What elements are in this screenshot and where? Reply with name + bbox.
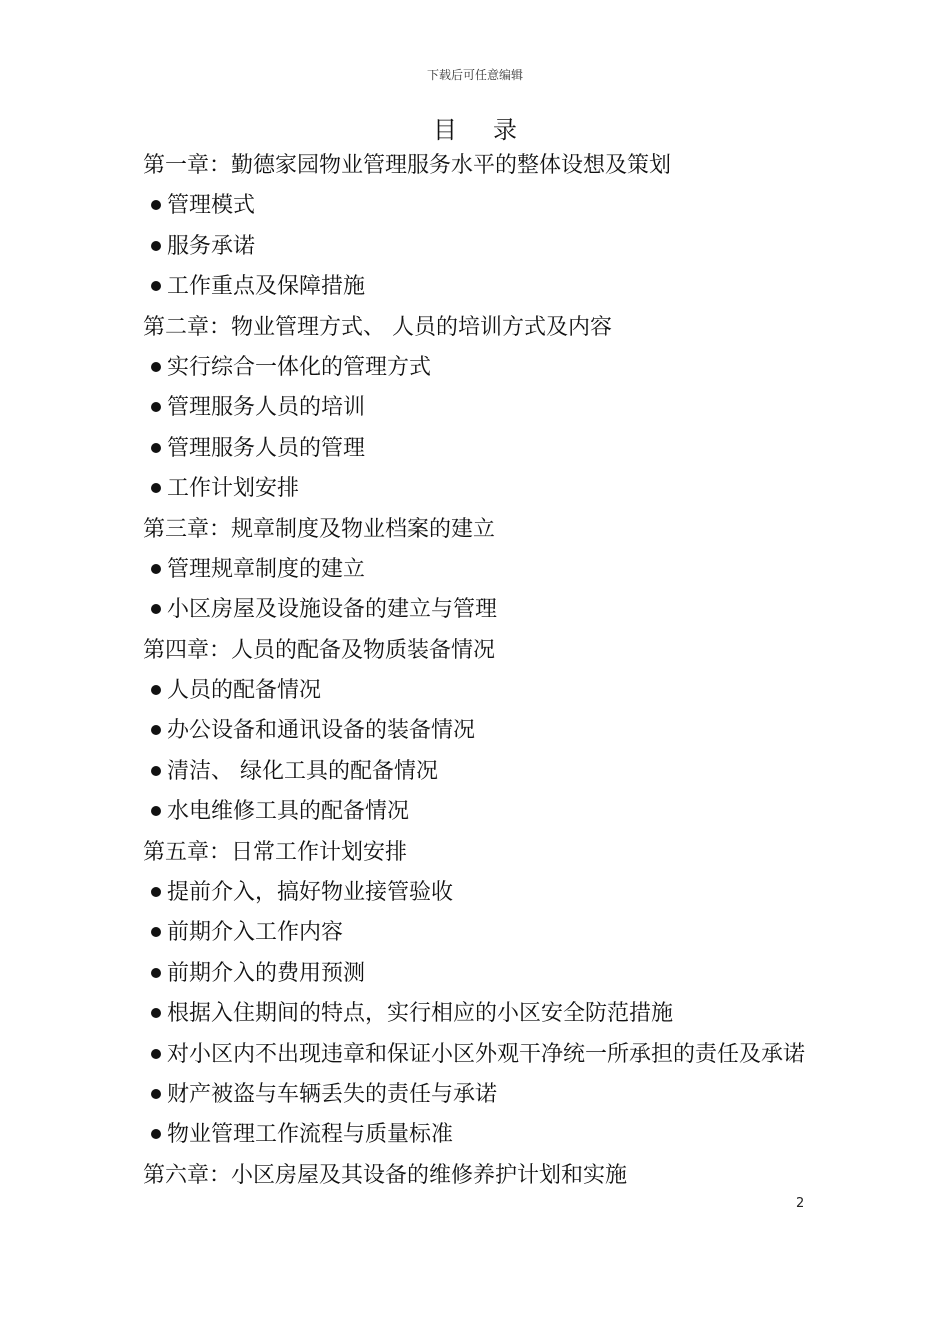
bullet-icon bbox=[151, 1089, 161, 1099]
toc-chapter-text: 第二章：物业管理方式、 人员的培训方式及内容 bbox=[143, 314, 612, 340]
page-title: 目录 bbox=[433, 116, 553, 144]
bullet-icon bbox=[151, 1129, 161, 1139]
bullet-icon bbox=[151, 564, 161, 574]
toc-item bbox=[143, 388, 843, 428]
bullet-icon bbox=[151, 1049, 161, 1059]
toc-item bbox=[143, 267, 843, 307]
toc-chapter-text: 第四章：人员的配备及物质装备情况 bbox=[143, 637, 496, 663]
table-of-contents bbox=[143, 146, 843, 1196]
toc-item-text: 财产被盗与车辆丢失的责任与承诺 bbox=[167, 1081, 498, 1107]
header-note: 下载后可任意编辑 bbox=[426, 68, 523, 82]
toc-item bbox=[143, 1035, 843, 1075]
toc-item bbox=[143, 913, 843, 953]
toc-item bbox=[143, 994, 843, 1034]
toc-item-text: 管理服务人员的培训 bbox=[167, 395, 366, 421]
toc-item bbox=[143, 227, 843, 267]
toc-item bbox=[143, 1115, 843, 1155]
toc-item bbox=[143, 429, 843, 469]
bullet-icon bbox=[151, 443, 161, 453]
toc-item bbox=[143, 348, 843, 388]
toc-chapter bbox=[143, 146, 843, 186]
bullet-icon bbox=[151, 200, 161, 210]
toc-item bbox=[143, 792, 843, 832]
toc-item-text: 小区房屋及设施设备的建立与管理 bbox=[167, 597, 498, 623]
toc-item-text: 物业管理工作流程与质量标准 bbox=[167, 1122, 454, 1148]
toc-item-text: 水电维修工具的配备情况 bbox=[167, 799, 410, 825]
toc-chapter bbox=[143, 1156, 843, 1196]
toc-item-text: 提前介入，搞好物业接管验收 bbox=[167, 880, 454, 906]
toc-item-text: 对小区内不出现违章和保证小区外观干净统一所承担的责任及承诺 bbox=[167, 1041, 806, 1067]
toc-chapter-text: 第一章：勤德家园物业管理服务水平的整体设想及策划 bbox=[143, 153, 672, 178]
toc-item-text: 前期介入工作内容 bbox=[167, 920, 344, 946]
bullet-icon bbox=[151, 604, 161, 614]
bullet-icon bbox=[151, 1008, 161, 1018]
toc-item-text: 实行综合一体化的管理方式 bbox=[167, 354, 432, 380]
toc-item-text: 工作计划安排 bbox=[167, 476, 300, 502]
toc-item-text: 人员的配备情况 bbox=[167, 678, 322, 704]
toc-item-text: 管理规章制度的建立 bbox=[167, 556, 366, 582]
bullet-icon bbox=[151, 927, 161, 937]
toc-item bbox=[143, 954, 843, 994]
bullet-icon bbox=[151, 685, 161, 695]
bullet-icon bbox=[151, 241, 161, 251]
toc-item bbox=[143, 590, 843, 630]
toc-item bbox=[143, 671, 843, 711]
toc-item-text: 清洁、 绿化工具的配备情况 bbox=[167, 758, 438, 784]
toc-item bbox=[143, 873, 843, 913]
bullet-icon bbox=[151, 483, 161, 493]
toc-item bbox=[143, 711, 843, 751]
toc-item bbox=[143, 1075, 843, 1115]
toc-chapter bbox=[143, 631, 843, 671]
toc-item-text: 管理服务人员的管理 bbox=[167, 435, 366, 461]
toc-chapter-text: 第五章：日常工作计划安排 bbox=[143, 839, 408, 865]
toc-item bbox=[143, 186, 843, 226]
toc-item-text: 管理模式 bbox=[167, 193, 256, 219]
toc-chapter-text: 第三章：规章制度及物业档案的建立 bbox=[143, 516, 496, 542]
toc-item bbox=[143, 752, 843, 792]
toc-chapter bbox=[143, 833, 843, 873]
toc-item-text: 根据入住期间的特点，实行相应的小区安全防范措施 bbox=[167, 1001, 674, 1027]
bullet-icon bbox=[151, 887, 161, 897]
toc-item-text: 办公设备和通讯设备的装备情况 bbox=[167, 718, 476, 744]
bullet-icon bbox=[151, 725, 161, 735]
page-number: 2 bbox=[796, 1196, 805, 1211]
toc-item-text: 工作重点及保障措施 bbox=[167, 274, 366, 300]
toc-item-text: 服务承诺 bbox=[167, 233, 256, 259]
toc-chapter bbox=[143, 308, 843, 348]
bullet-icon bbox=[151, 281, 161, 291]
bullet-icon bbox=[151, 766, 161, 776]
toc-chapter-text: 第六章：小区房屋及其设备的维修养护计划和实施 bbox=[143, 1162, 628, 1188]
toc-item-text: 前期介入的费用预测 bbox=[167, 960, 366, 986]
bullet-icon bbox=[151, 402, 161, 412]
toc-item bbox=[143, 469, 843, 509]
toc-item bbox=[143, 550, 843, 590]
bullet-icon bbox=[151, 362, 161, 372]
bullet-icon bbox=[151, 968, 161, 978]
toc-chapter bbox=[143, 510, 843, 550]
bullet-icon bbox=[151, 806, 161, 816]
